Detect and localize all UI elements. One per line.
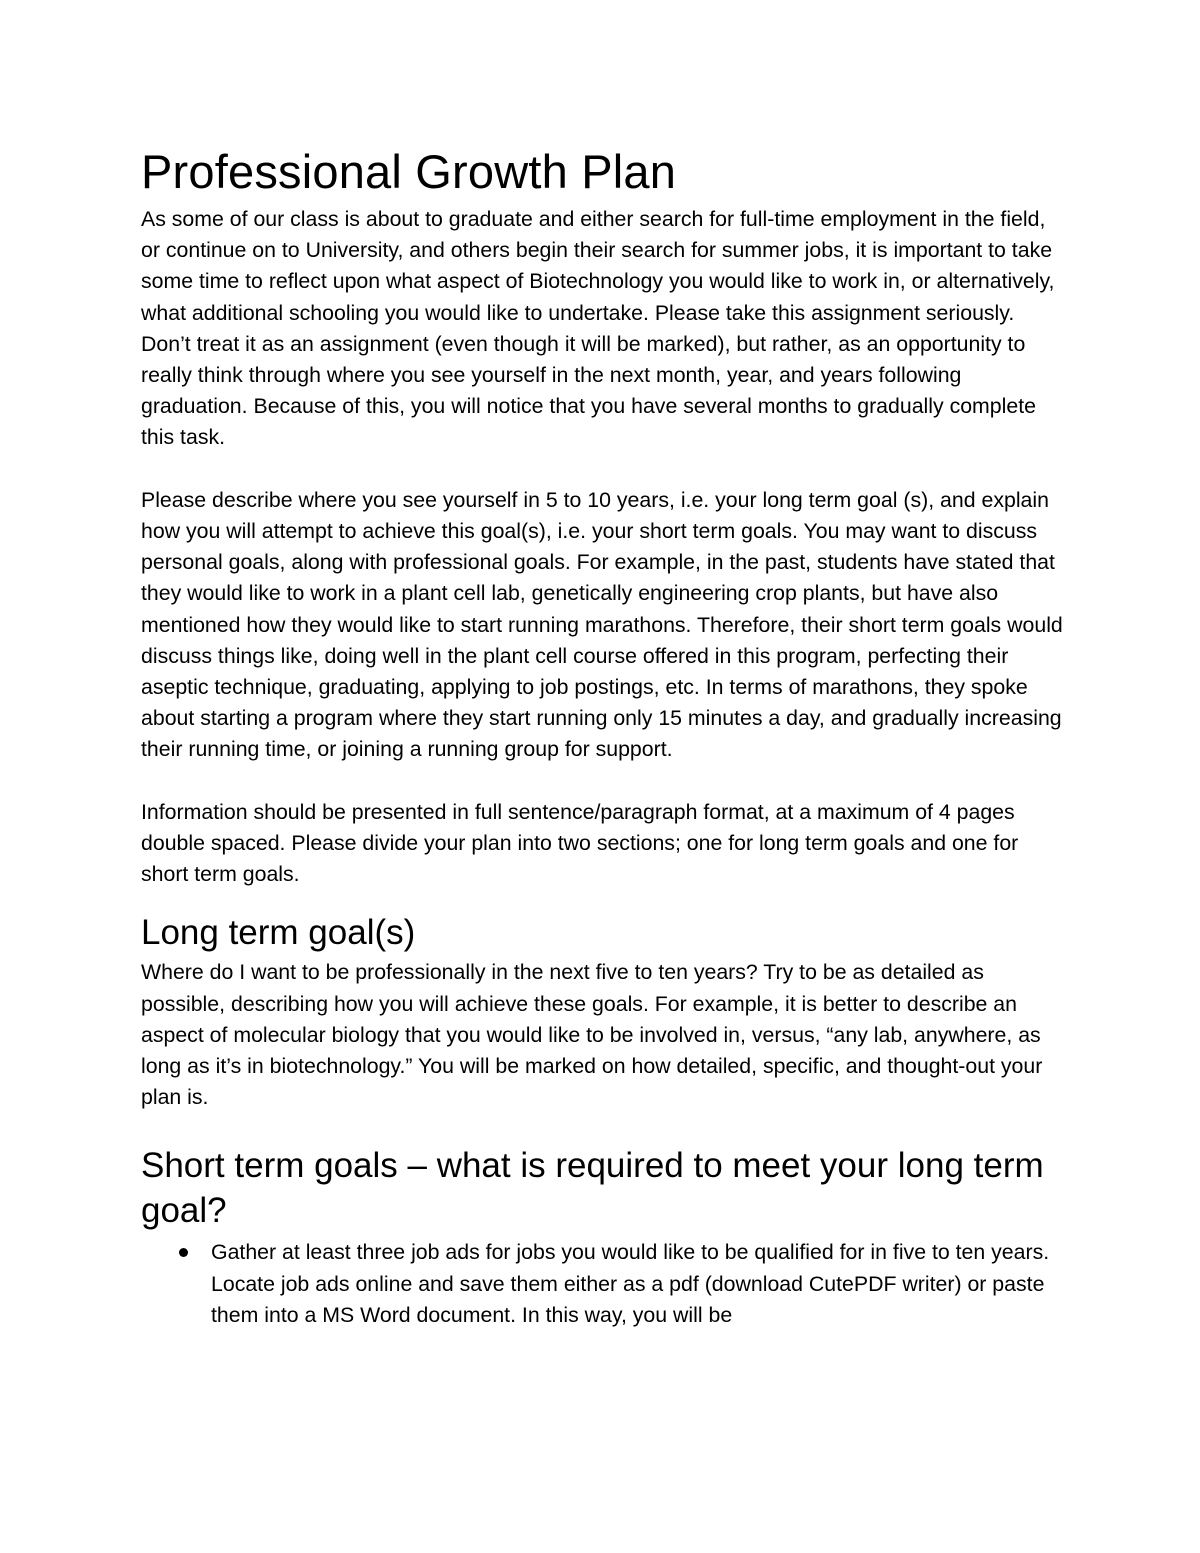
paragraph-spacer [141, 766, 1066, 797]
bullet-icon [179, 1248, 188, 1257]
short-term-bullet-list [141, 1237, 1066, 1331]
intro-paragraph-3: Information should be presented in full sentence/paragraph format, at a maximum of 4 pages double spaced. Please divide your plan into two sections; one for long term goals and one for short term goals. [141, 799, 1019, 887]
document-title: Professional Growth Plan [141, 145, 677, 198]
long-term-body: Where do I want to be professionally in the next five to ten years? Try to be as detailed as possible, describing how you will achieve these goals. For example, it is better to describe an aspect of molecular biology that you would like to be involved in, versus, “any lab, anywhere, as long as it’s in biotechnology.” You will be marked on how detailed, specific, and thought-out your plan is. [141, 960, 1043, 1110]
short-term-heading: Short term goals – what is required to meet your long term goal? [141, 1146, 1044, 1231]
long-term-heading: Long term goal(s) [141, 913, 416, 953]
list-item [141, 1237, 1066, 1331]
intro-paragraph-1: As some of our class is about to graduate and either search for full-time employment in the field, or continue on to University, and others begin their search for summer jobs, it is important to take some time to reflect upon what aspect of Biotechnology you would like to work in, or alternatively, what additional schooling you would like to undertake. Please take this assignment seriously. Don’t treat it as an assignment (even though it will be marked), but rather, as an opportunity to really think through where you see yourself in the next month, year, and years following graduation. Because of this, you will notice that you have several months to gradually complete this task. [141, 207, 1055, 450]
bullet-text: Gather at least three job ads for jobs you would like to be qualified for in five to ten years. Locate job ads online and save them either as a pdf (download CutePDF writer) or paste them into a MS Word document. In this way, you will be [211, 1240, 1050, 1327]
intro-paragraph-2: Please describe where you see yourself in 5 to 10 years, i.e. your long term goal (s), and explain how you will attempt to achieve this goal(s), i.e. your short term goals. You may want to discuss personal goals, along with professional goals. For example, in the past, students have stated that they would like to work in a plant cell lab, genetically engineering crop plants, but have also mentioned how they would like to start running marathons. Therefore, their short term goals would discuss things like, doing well in the plant cell course offered in this program, perfecting their aseptic technique, graduating, applying to job postings, etc. In terms of marathons, they spoke about starting a program where they start running only 15 minutes a day, and gradually increasing their running time, or joining a running group for support. [141, 487, 1063, 762]
document-page [141, 140, 1066, 1331]
paragraph-spacer [141, 454, 1066, 485]
